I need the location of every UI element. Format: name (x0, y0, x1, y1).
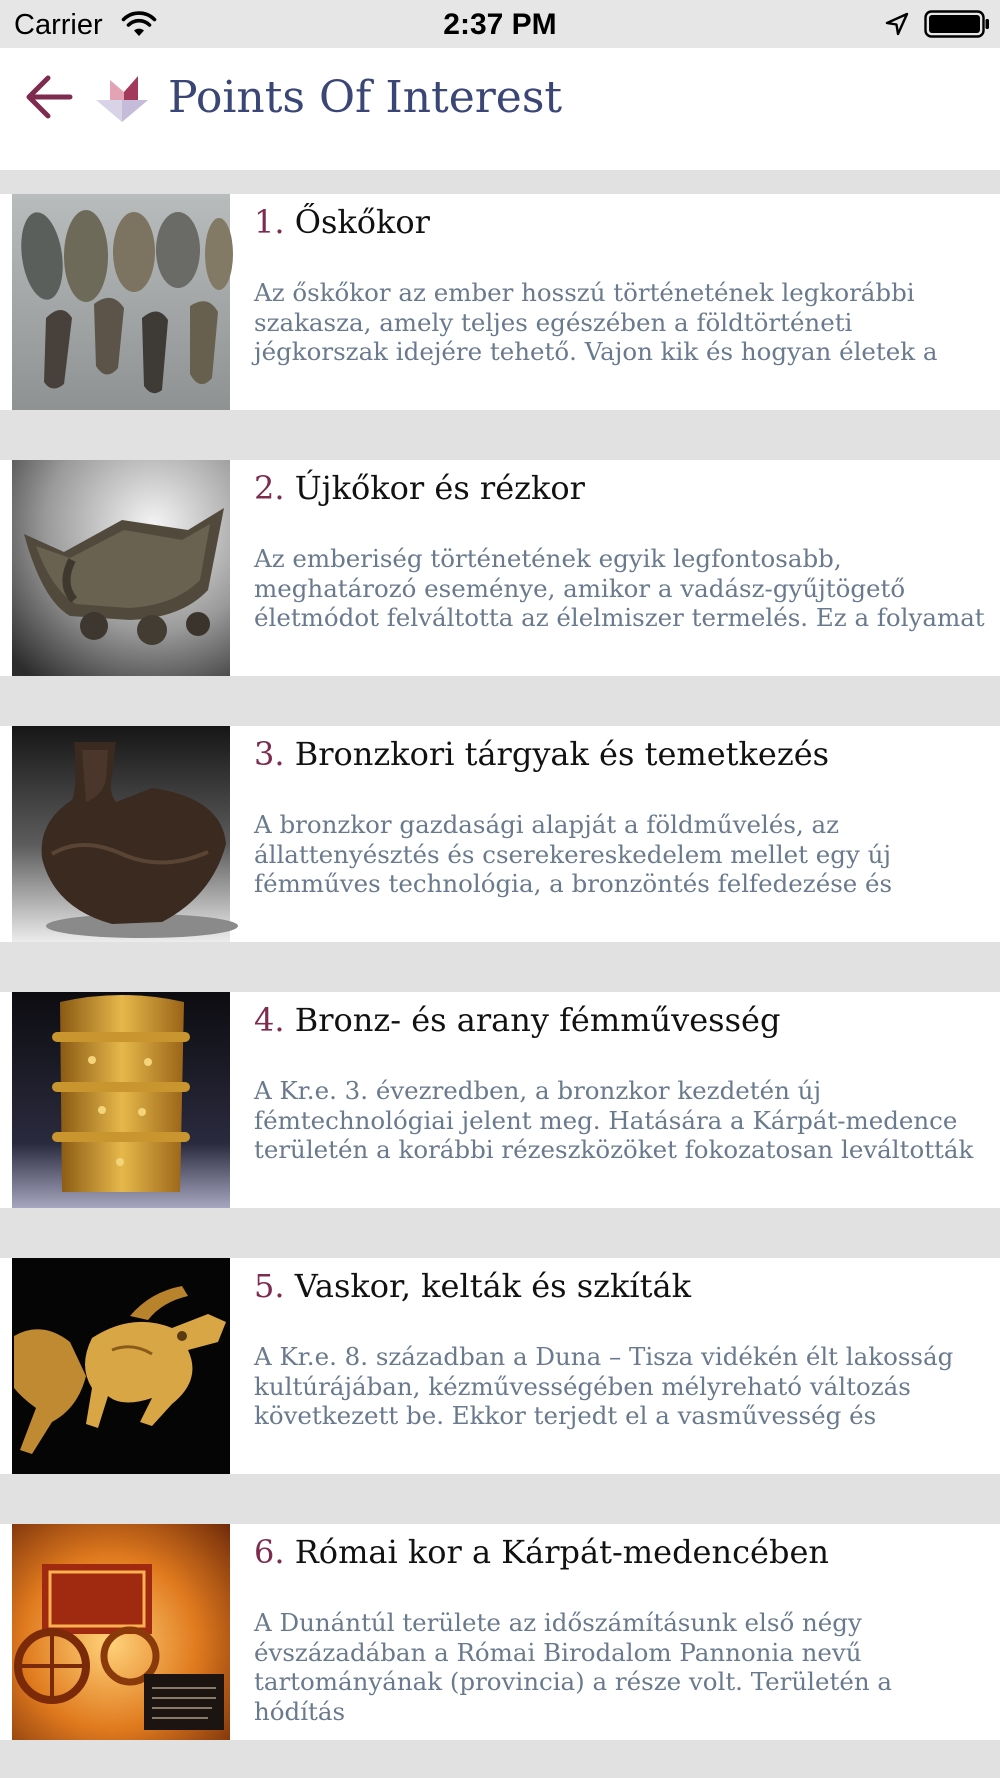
item-title-text: Őskőkor (294, 203, 430, 241)
item-title (254, 200, 994, 244)
item-title-text: Vaskor, kelták és szkíták (294, 1267, 691, 1305)
item-number: 6. (254, 1533, 285, 1571)
item-title-text: Újkőkor és rézkor (294, 469, 585, 507)
item-description: A Dunántúl területe az időszámításunk első négy évszázadában a Római Birodalom Pannonia nevű tartományának (provincia) a része volt. Területén a hódítás (254, 1608, 893, 1726)
item-title (254, 732, 994, 776)
carrier-label: Carrier (14, 9, 103, 41)
item-title-text: Bronz- és arany fémművesség (294, 1001, 781, 1039)
item-number: 1. (254, 203, 285, 241)
clay-wagon-vessel-image (12, 460, 230, 676)
item-title-text: Római kor a Kárpát-medencében (294, 1533, 829, 1571)
item-description: A bronzkor gazdasági alapját a földművelés, az állattenyésztés és cserekereskedelem mellet egy új fémműves technológia, a bronzöntés felfedezése és (254, 810, 893, 898)
item-number: 4. (254, 1001, 285, 1039)
list-item[interactable] (0, 992, 1000, 1208)
clock: 2:37 PM (443, 8, 557, 41)
item-title (254, 1530, 994, 1574)
item-number: 5. (254, 1267, 285, 1305)
bronze-age-vessel-image (12, 726, 230, 942)
item-title (254, 1264, 994, 1308)
item-description: A Kr.e. 3. évezredben, a bronzkor kezdetén új fémtechnológiai jelent meg. Hatására a Kárpát-medence területén a korábbi rézeszközöket fokozatosan leváltották (254, 1076, 974, 1164)
gold-stag-image (12, 1258, 230, 1474)
list-item[interactable] (0, 460, 1000, 676)
battery-icon (924, 10, 990, 38)
item-number: 2. (254, 469, 285, 507)
item-description: Az emberiség történetének egyik legfontosabb, meghatározó eseménye, amikor a vadász-gyűjtögető életmódot felváltotta az élelmiszer termelés. Ez a folyamat (254, 544, 985, 632)
item-title (254, 466, 994, 510)
page-title: Points Of Interest (168, 72, 563, 123)
stone-tools-image (12, 194, 230, 410)
location-arrow-icon (884, 11, 910, 37)
navigation-header (0, 48, 1000, 170)
gold-artifact-image (12, 992, 230, 1208)
list-item[interactable] (0, 194, 1000, 410)
list-item[interactable] (0, 1258, 1000, 1474)
item-title-text: Bronzkori tárgyak és temetkezés (294, 735, 830, 773)
item-number: 3. (254, 735, 285, 773)
roman-carriage-image (12, 1524, 230, 1740)
list-item[interactable] (0, 1524, 1000, 1740)
list-item[interactable] (0, 726, 1000, 942)
item-description: A Kr.e. 8. században a Duna – Tisza vidékén élt lakosság kultúrájában, kézművességében mélyreható változás következett be. Ekkor terjedt el a vasművesség és (254, 1342, 954, 1430)
museum-logo-icon (94, 70, 150, 126)
item-description: Az őskőkor az ember hosszú történetének legkorábbi szakasza, amely teljes egészében a földtörténeti jégkorszak idejére tehető. Vajon kik és hogyan életek a (254, 278, 938, 366)
item-title (254, 998, 994, 1042)
back-arrow-icon[interactable] (18, 66, 80, 128)
status-bar (0, 0, 1000, 48)
